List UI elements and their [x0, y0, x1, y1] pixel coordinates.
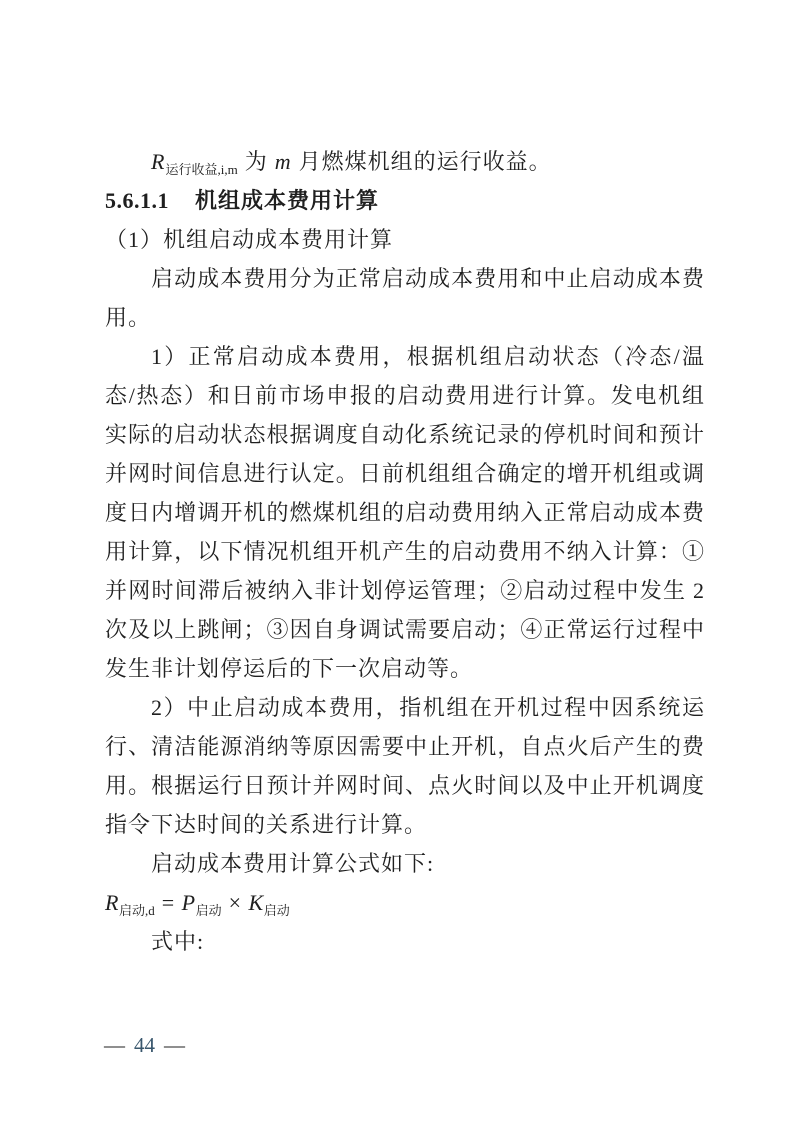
formula-var-K-startup: K: [248, 890, 264, 915]
formula-var-R-revenue: R: [151, 149, 166, 174]
paragraph-where-label: 式中:: [151, 929, 205, 954]
definition-tail-text: 月燃煤机组的运行收益。: [298, 149, 552, 174]
startup-cost-formula: [105, 883, 705, 922]
paragraph-formula-intro: 启动成本费用计算公式如下:: [151, 851, 435, 876]
footer-dash-right: —: [164, 1033, 185, 1057]
formula-subscript-K: 启动: [263, 903, 290, 918]
formula-var-R-startup: R: [105, 890, 119, 915]
formula-var-P-startup: P: [181, 890, 196, 915]
multiply-sign: ×: [228, 890, 242, 915]
section-number: 5.6.1.1: [105, 188, 169, 213]
page-content: [105, 142, 705, 961]
definition-mid-text: 为: [244, 149, 268, 174]
formula-var-m-month: m: [274, 149, 292, 174]
page-footer: [104, 1028, 185, 1062]
footer-dash-left: —: [104, 1033, 125, 1057]
formula-subscript-R: 启动,d: [118, 903, 155, 918]
formula-subscript-P: 启动: [195, 903, 222, 918]
section-heading: [105, 181, 705, 220]
paragraph-normal-startup-cost: 1）正常启动成本费用，根据机组启动状态（冷态/温态/热态）和日前市场申报的启动费用进行计算。发电机组实际的启动状态根据调度自动化系统记录的停机时间和预计并网时间信息进行认定。日前机组组合确定的增开机组或调度日内增调开机的燃煤机组的启动费用纳入正常启动成本费用计算，以下情况机组开机产生的启动费用不纳入计算：①并网时间滞后被纳入非计划停运管理；②启动过程中发生 2 次及以上跳闸；③因自身调试需要启动；④正常运行过程中发生非计划停运后的下一次启动等。: [105, 344, 705, 681]
paragraph-startup-cost-types: 启动成本费用分为正常启动成本费用和中止启动成本费用。: [105, 266, 705, 330]
paragraph-aborted-startup-cost: 2）中止启动成本费用，指机组在开机过程中因系统运行、清洁能源消纳等原因需要中止开机，自点火后产生的费用。根据运行日预计并网时间、点火时间以及中止开机调度指令下达时间的关系进行计算。: [105, 695, 705, 837]
formula-subscript-revenue: 运行收益,i,m: [165, 162, 238, 177]
section-title: 机组成本费用计算: [195, 188, 380, 213]
equals-sign: =: [161, 890, 175, 915]
subsection-heading: （1）机组启动成本费用计算: [105, 227, 394, 252]
revenue-symbol-definition-line: [105, 142, 705, 181]
page-number: 44: [134, 1033, 155, 1057]
